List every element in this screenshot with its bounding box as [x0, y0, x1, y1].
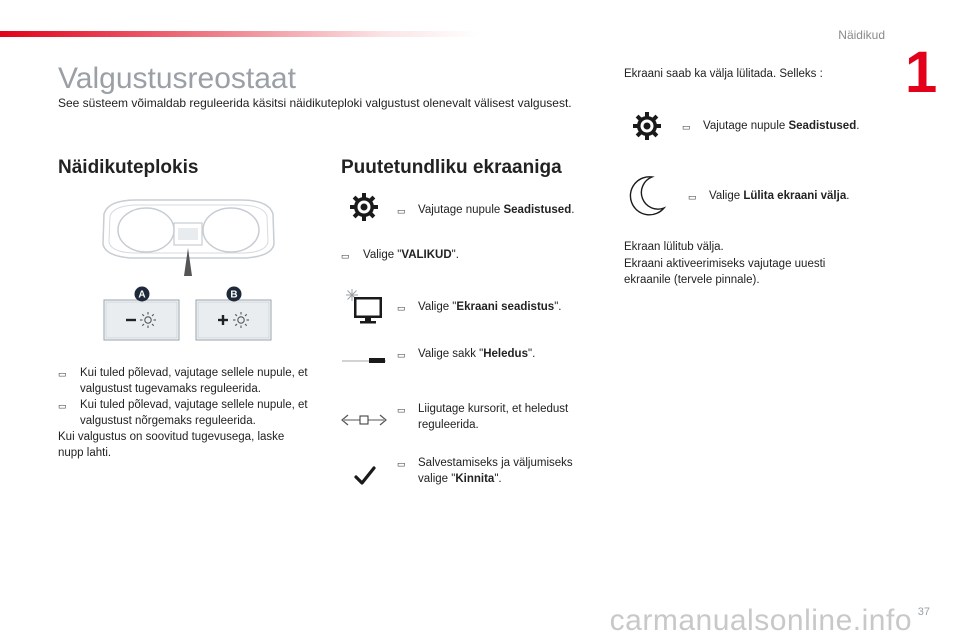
label-a: A: [138, 289, 146, 301]
middle-step-6: Salvestamiseks ja väljumiseks valige "Kinnita".: [418, 457, 573, 485]
right-step-2: Valige Lülita ekraani välja.: [709, 190, 850, 202]
gear-icon: [349, 192, 379, 222]
moon-icon: [628, 174, 668, 216]
gear-icon: [632, 111, 662, 141]
bullet-icon: ▭: [397, 303, 406, 313]
middle-heading: Puutetundliku ekraaniga: [341, 157, 562, 178]
right-intro: Ekraani saab ka välja lülitada. Selleks :: [624, 68, 823, 80]
left-note: Kui valgustus on soovitud tugevusega, laske nupp lahti.: [58, 431, 285, 459]
right-step-1: Vajutage nupule Seadistused.: [703, 120, 860, 132]
middle-step-4: Valige sakk "Heledus".: [418, 348, 536, 360]
bullet-icon: ▭: [682, 122, 691, 132]
left-bullet-2: Kui tuled põlevad, vajutage sellele nupule, et valgustust nõrgemaks reguleerida.: [80, 399, 308, 427]
bullet-icon: ▭: [688, 192, 697, 202]
watermark: carmanualsonline.info: [609, 604, 912, 637]
middle-step-2: Valige "VALIKUD".: [363, 249, 459, 261]
middle-step-5: Liigutage kursorit, et heledust reguleerida.: [418, 403, 569, 431]
right-result-line2: Ekraani aktiveerimiseks vajutage uuesti ekraanile (tervele pinnale).: [624, 258, 826, 286]
middle-step-3: Valige "Ekraani seadistus".: [418, 301, 562, 313]
right-result-line1: Ekraan lülitub välja.: [624, 241, 724, 253]
bullet-icon: ▭: [397, 350, 406, 360]
checkmark-icon: [354, 466, 376, 486]
label-b: B: [230, 289, 238, 301]
header-accent-bar: [0, 31, 480, 37]
bullet-icon: ▭: [397, 405, 406, 415]
slider-cursor-icon: [340, 412, 388, 428]
display-settings-icon: [342, 287, 384, 325]
middle-step-1: Vajutage nupule Seadistused.: [418, 204, 575, 216]
section-name: Näidikud: [838, 28, 885, 42]
brightness-tab-icon: [342, 354, 386, 366]
left-heading: Näidikuteplokis: [58, 157, 199, 178]
bullet-icon: ▭: [58, 369, 67, 379]
instrument-panel-illustration: [96, 196, 281, 346]
bullet-icon: ▭: [397, 206, 406, 216]
page-title: Valgustusreostaat: [58, 62, 296, 95]
intro-text: See süsteem võimaldab reguleerida käsitsi näidikuteploki valgustust olenevalt välisest valgusest.: [58, 96, 572, 110]
left-bullet-1: Kui tuled põlevad, vajutage sellele nupule, et valgustust tugevamaks reguleerida.: [80, 367, 308, 395]
chapter-number: 1: [905, 40, 938, 105]
bullet-icon: ▭: [58, 401, 67, 411]
bullet-icon: ▭: [341, 251, 350, 261]
pointer-arrow: [184, 248, 192, 276]
bullet-icon: ▭: [397, 459, 406, 469]
page-number: 37: [917, 606, 930, 618]
